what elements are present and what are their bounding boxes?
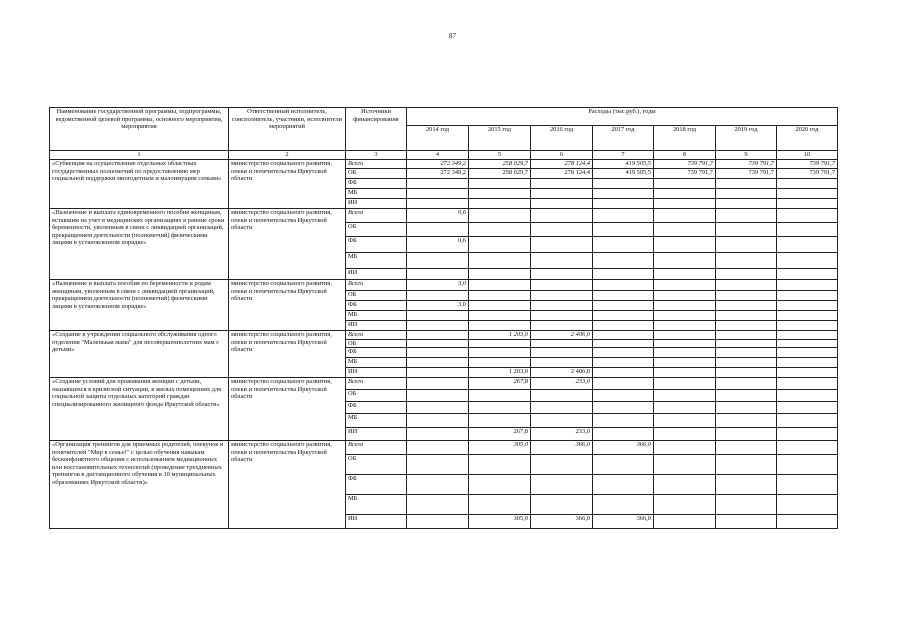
expense-value (531, 199, 593, 209)
table-row (50, 441, 838, 455)
expense-value (777, 414, 838, 428)
expense-value (777, 331, 838, 340)
funding-source: Всего (346, 441, 407, 455)
expense-value (407, 495, 469, 515)
expense-value (654, 331, 716, 340)
expense-value: 278 124,4 (531, 169, 593, 179)
funding-source: ФБ (346, 475, 407, 495)
expense-value (654, 455, 716, 475)
header-year: 2014 год (407, 126, 469, 151)
funding-source: Всего (346, 160, 407, 169)
expense-value (531, 253, 593, 269)
expense-value: 233,0 (531, 378, 593, 390)
expense-value (777, 515, 838, 529)
program-name: «Создание условий для проживания женщин с детьми, оказавшихся в кризисной ситуации, в жилых помещениях для социальной защиты отдельных категорий граждан специализированного жилищного фонда Иркутской области» (50, 378, 229, 441)
expense-value (593, 331, 654, 340)
funding-source: ФБ (346, 301, 407, 311)
expense-value (531, 321, 593, 331)
program-name: «Субвенция на осуществление отдельных областных государственных полномочий по предоставлению мер социальной поддержки многодетным и малоимущим семьям» (50, 160, 229, 209)
expense-value (407, 475, 469, 495)
column-number: 4 (407, 151, 469, 160)
expense-value: 366,0 (531, 515, 593, 529)
funding-source: Всего (346, 209, 407, 223)
expense-value (654, 441, 716, 455)
expense-value (716, 179, 777, 189)
expense-value (531, 223, 593, 237)
expense-value (593, 311, 654, 321)
expense-value: 272 349,2 (407, 169, 469, 179)
funding-source: ИИ (346, 321, 407, 331)
expense-value (777, 475, 838, 495)
header-year: 2017 год (593, 126, 654, 151)
funding-source: ОБ (346, 291, 407, 301)
expense-value (716, 358, 777, 368)
expense-value (407, 390, 469, 402)
expense-value (716, 199, 777, 209)
expense-value (593, 390, 654, 402)
program-name: «Организация тренингов для приемных родителей, опекунов и попечителей "Мир в семье!" с целью обучения навыкам бесконфликтного общения с использованием медиационных или восстановительных технологий (проведение трехдневных тренингов в дистанционного обучения в 10 муниципальных образованиях Иркутской области)» (50, 441, 229, 529)
expense-value (716, 495, 777, 515)
expense-value (469, 237, 531, 253)
expense-value (654, 179, 716, 189)
expense-value: 739 791,7 (654, 169, 716, 179)
expense-value (593, 291, 654, 301)
expense-value (593, 209, 654, 223)
expense-value (716, 301, 777, 311)
expense-value (593, 348, 654, 358)
expense-value (407, 199, 469, 209)
expense-value (407, 179, 469, 189)
expense-value (469, 223, 531, 237)
expense-value (654, 515, 716, 529)
expense-value: 3,0 (407, 280, 469, 291)
column-number: 9 (716, 151, 777, 160)
expense-value (469, 495, 531, 515)
expense-value (777, 368, 838, 378)
expense-value (469, 390, 531, 402)
expense-value (654, 291, 716, 301)
expense-value (716, 441, 777, 455)
expense-value: 258 029,7 (469, 169, 531, 179)
expense-value: 272 349,2 (407, 160, 469, 169)
expense-value (593, 321, 654, 331)
expense-value (407, 368, 469, 378)
expense-value (716, 321, 777, 331)
table-row (50, 378, 838, 390)
expense-value (531, 209, 593, 223)
header-expenses: Расходы (тыс.руб.), годы (407, 108, 838, 126)
expense-value (716, 339, 777, 348)
expense-value (777, 348, 838, 358)
executor: министерство социального развития, опеки и попечительства Иркутской области (229, 331, 346, 378)
funding-source: МБ (346, 495, 407, 515)
expense-value: 366,0 (531, 441, 593, 455)
expense-value (469, 179, 531, 189)
funding-source: ИИ (346, 368, 407, 378)
expense-value (407, 515, 469, 529)
expense-value (654, 280, 716, 291)
expense-value (469, 209, 531, 223)
expense-value (407, 189, 469, 199)
expense-value: 366,0 (593, 441, 654, 455)
expense-value (716, 515, 777, 529)
table-row (50, 160, 838, 169)
expense-value (654, 223, 716, 237)
funding-source: Всего (346, 378, 407, 390)
expense-value (777, 358, 838, 368)
expense-value (716, 414, 777, 428)
expense-value (716, 280, 777, 291)
expense-value (654, 390, 716, 402)
expense-value (777, 311, 838, 321)
executor: министерство социального развития, опеки и попечительства Иркутской области (229, 280, 346, 331)
expense-value (531, 495, 593, 515)
funding-source: ОБ (346, 455, 407, 475)
expense-value (654, 237, 716, 253)
expense-value (469, 414, 531, 428)
expense-value (716, 475, 777, 495)
expense-value (777, 441, 838, 455)
expense-value (654, 495, 716, 515)
expense-value (469, 189, 531, 199)
expense-value (777, 179, 838, 189)
expense-value (777, 223, 838, 237)
expense-value (407, 455, 469, 475)
funding-source: ФБ (346, 179, 407, 189)
expense-value (531, 179, 593, 189)
expense-value (469, 199, 531, 209)
funding-source: ОБ (346, 223, 407, 237)
expense-value (531, 402, 593, 414)
funding-source: ОБ (346, 339, 407, 348)
expense-value (593, 269, 654, 280)
funding-source: ИИ (346, 199, 407, 209)
expense-value (531, 475, 593, 495)
expense-value: 419 505,5 (593, 169, 654, 179)
expense-value (593, 428, 654, 441)
expense-value: 739 791,7 (654, 160, 716, 169)
funding-source: МБ (346, 253, 407, 269)
expense-value (593, 223, 654, 237)
funding-source: ИИ (346, 515, 407, 529)
expense-value (469, 348, 531, 358)
expense-value: 267,8 (469, 428, 531, 441)
expense-value: 2 406,0 (531, 368, 593, 378)
expense-value (716, 331, 777, 340)
program-name: «Создание в учреждении социального обслуживания одного отделения "Маленькая мама" для несовершеннолетних мам с детьми» (50, 331, 229, 378)
expense-value (777, 378, 838, 390)
header-source: Источники финансирования (346, 108, 407, 151)
expense-value (531, 189, 593, 199)
expense-value (593, 455, 654, 475)
expense-value (531, 358, 593, 368)
expense-value (777, 455, 838, 475)
expense-value (654, 348, 716, 358)
expense-value: 366,0 (593, 515, 654, 529)
expense-value (469, 402, 531, 414)
funding-source: МБ (346, 414, 407, 428)
expense-value (469, 280, 531, 291)
expense-value (593, 253, 654, 269)
expense-value (407, 348, 469, 358)
expense-value (654, 311, 716, 321)
expense-value (531, 291, 593, 301)
expense-value (469, 253, 531, 269)
executor: министерство социального развития, опеки и попечительства Иркутской области (229, 378, 346, 441)
funding-source: МБ (346, 189, 407, 199)
expense-value (654, 209, 716, 223)
expense-value (531, 339, 593, 348)
program-name: «Назначение и выплата единовременного пособия женщинам, вставшим на учет в медицинских организациях в ранние сроки беременности, уволенным в связи с ликвидацией организаций, прекращением деятельности (полномочий) физическими лицами в установленном порядке» (50, 209, 229, 280)
column-number: 6 (531, 151, 593, 160)
funding-source: Всего (346, 331, 407, 340)
expense-value (777, 280, 838, 291)
expense-value: 2 406,0 (531, 331, 593, 340)
expense-value: 1 203,0 (469, 331, 531, 340)
expense-value (716, 291, 777, 301)
expense-value (716, 253, 777, 269)
expense-value (531, 237, 593, 253)
expense-value (407, 428, 469, 441)
expense-value (593, 339, 654, 348)
expense-value (593, 358, 654, 368)
expense-value (716, 368, 777, 378)
expense-value (654, 414, 716, 428)
expense-value (654, 269, 716, 280)
expense-value (593, 402, 654, 414)
expense-value (531, 301, 593, 311)
header-year: 2018 год (654, 126, 716, 151)
expense-value (716, 209, 777, 223)
executor: министерство социального развития, опеки и попечительства Иркутской области (229, 209, 346, 280)
expense-value (407, 311, 469, 321)
expense-value (654, 189, 716, 199)
expense-value (716, 269, 777, 280)
expense-value (777, 199, 838, 209)
expense-value (469, 358, 531, 368)
expense-value (777, 428, 838, 441)
expense-value (654, 378, 716, 390)
expense-value (469, 475, 531, 495)
funding-source: ИИ (346, 428, 407, 441)
column-number: 3 (346, 151, 407, 160)
page-number: 87 (449, 32, 456, 40)
expense-value (716, 428, 777, 441)
expense-value (407, 331, 469, 340)
expense-value (716, 223, 777, 237)
expense-value: 0,6 (407, 237, 469, 253)
column-number: 8 (654, 151, 716, 160)
expense-value (777, 339, 838, 348)
expense-value: 0,6 (407, 209, 469, 223)
expense-value (716, 378, 777, 390)
expense-value: 3,0 (407, 301, 469, 311)
funding-source: МБ (346, 311, 407, 321)
funding-source: ИИ (346, 269, 407, 280)
program-name: «Назначение и выплата пособия по беременности и родам женщинам, уволенным в связи с ликвидацией организаций, прекращением деятельности (полномочий) физическими лицами в установленном порядке» (50, 280, 229, 331)
expense-value (777, 209, 838, 223)
column-number: 2 (229, 151, 346, 160)
expense-value (531, 269, 593, 280)
expense-value (654, 199, 716, 209)
expense-value (593, 237, 654, 253)
funding-source: ОБ (346, 169, 407, 179)
expense-value (654, 339, 716, 348)
expense-value (716, 390, 777, 402)
expense-value: 305,0 (469, 515, 531, 529)
header-year: 2015 год (469, 126, 531, 151)
column-number: 5 (469, 151, 531, 160)
expense-value (531, 390, 593, 402)
funding-source: ФБ (346, 348, 407, 358)
expense-value (593, 414, 654, 428)
expense-value (654, 321, 716, 331)
expense-value (716, 348, 777, 358)
expense-value (407, 402, 469, 414)
expense-value (407, 253, 469, 269)
table-row (50, 331, 838, 340)
expense-value (654, 253, 716, 269)
funding-source: ОБ (346, 390, 407, 402)
expense-value: 233,0 (531, 428, 593, 441)
expense-value: 739 791,7 (716, 169, 777, 179)
expense-value (716, 237, 777, 253)
expense-value (716, 311, 777, 321)
expense-value (593, 495, 654, 515)
column-number: 7 (593, 151, 654, 160)
expense-value (469, 321, 531, 331)
expense-value (593, 199, 654, 209)
expense-value (777, 301, 838, 311)
expense-value (777, 402, 838, 414)
column-number: 1 (50, 151, 229, 160)
expense-value (407, 441, 469, 455)
header-year: 2019 год (716, 126, 777, 151)
expense-value (777, 269, 838, 280)
expense-value (469, 269, 531, 280)
expense-value (777, 321, 838, 331)
expense-value (593, 301, 654, 311)
expense-value (531, 280, 593, 291)
funding-source: ФБ (346, 237, 407, 253)
funding-source: ФБ (346, 402, 407, 414)
expense-value (777, 390, 838, 402)
expense-value (469, 291, 531, 301)
expense-value: 739 791,7 (716, 160, 777, 169)
expense-value (469, 339, 531, 348)
expense-value (654, 475, 716, 495)
expense-value: 1 203,0 (469, 368, 531, 378)
expenses-table (49, 107, 838, 529)
executor: министерство социального развития, опеки и попечительства Иркутской области (229, 160, 346, 209)
expense-value (716, 189, 777, 199)
executor: министерство социального развития, опеки и попечительства Иркутской области (229, 441, 346, 529)
header-year: 2020 год (777, 126, 838, 151)
expense-value (469, 311, 531, 321)
expense-value (654, 301, 716, 311)
expense-value: 739 791,7 (777, 160, 838, 169)
expense-value (593, 179, 654, 189)
expense-value (531, 455, 593, 475)
expense-value (654, 428, 716, 441)
expense-value (407, 321, 469, 331)
expense-value: 739 791,7 (777, 169, 838, 179)
expense-value (531, 414, 593, 428)
expense-value (531, 348, 593, 358)
expense-value: 419 505,5 (593, 160, 654, 169)
expense-value (407, 269, 469, 280)
expense-value: 278 124,4 (531, 160, 593, 169)
expense-value (654, 358, 716, 368)
column-number: 10 (777, 151, 838, 160)
expense-value (777, 495, 838, 515)
expense-value: 258 029,7 (469, 160, 531, 169)
header-name: Наименование государственной программы, подпрограммы, ведомственной целевой программы, основного мероприятия, мероприятия (50, 108, 229, 151)
expense-value (407, 339, 469, 348)
expense-value (407, 414, 469, 428)
expense-value (777, 253, 838, 269)
funding-source: МБ (346, 358, 407, 368)
expense-value (777, 237, 838, 253)
expense-value (716, 402, 777, 414)
expense-value (531, 311, 593, 321)
expense-value (654, 368, 716, 378)
expense-value (469, 301, 531, 311)
expense-value (777, 291, 838, 301)
expense-value (407, 291, 469, 301)
header-executor: Ответственный исполнитель, соисполнитель, участники, исполнители мероприятий (229, 108, 346, 151)
funding-source: Всего (346, 280, 407, 291)
expense-value (407, 358, 469, 368)
table-row (50, 280, 838, 291)
expense-value (593, 368, 654, 378)
expense-value: 267,8 (469, 378, 531, 390)
expense-value (777, 189, 838, 199)
table-row (50, 209, 838, 223)
expense-value (593, 475, 654, 495)
expense-value (593, 378, 654, 390)
expense-value (407, 223, 469, 237)
header-year: 2016 год (531, 126, 593, 151)
expense-value (407, 378, 469, 390)
expense-value: 305,0 (469, 441, 531, 455)
expense-value (654, 402, 716, 414)
expense-value (469, 455, 531, 475)
expense-value (716, 455, 777, 475)
expense-value (593, 280, 654, 291)
expense-value (593, 189, 654, 199)
